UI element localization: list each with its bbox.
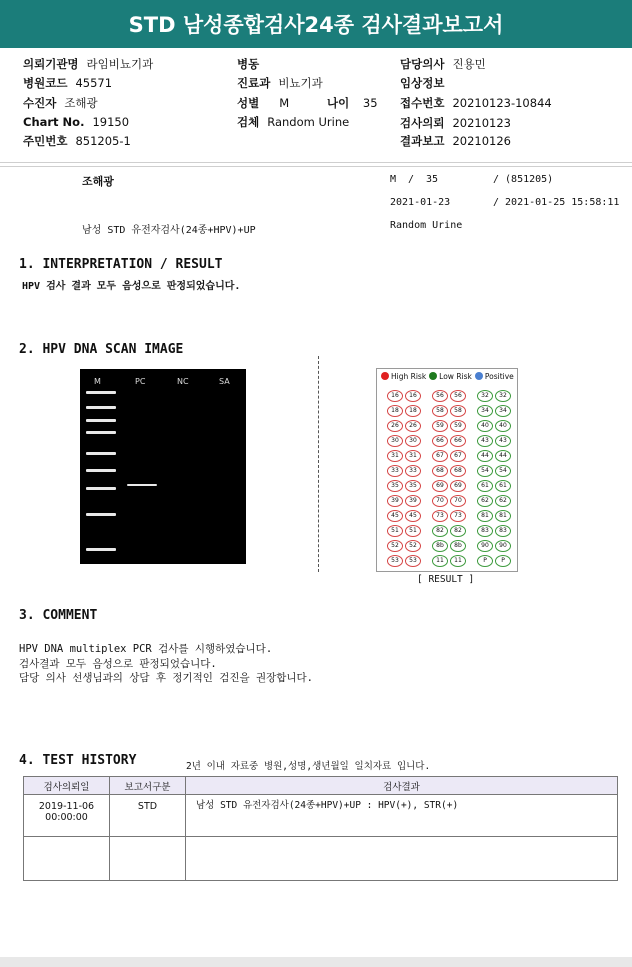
chip-spot: 81 — [495, 510, 511, 522]
section-2-title: 2. HPV DNA SCAN IMAGE — [19, 342, 184, 357]
chip-spot: 59 — [450, 420, 466, 432]
empty-cell — [186, 837, 618, 881]
header-divider-2 — [0, 166, 632, 167]
age-value: 35 — [362, 96, 378, 110]
report-title: STD 남성종합검사24종 검사결과보고서 — [0, 0, 632, 48]
row-date: 2019-11-06 — [38, 801, 95, 812]
info-row — [23, 95, 98, 111]
info-row — [237, 75, 323, 91]
marker-band — [86, 548, 116, 551]
info-label: 성별 — [237, 96, 260, 110]
info-label: 의뢰기관명 — [23, 57, 79, 71]
info-label: 결과보고 — [400, 134, 445, 148]
interpretation-text: HPV 검사 결과 모두 음성으로 판정되었습니다. — [22, 281, 241, 292]
chip-spot: 73 — [432, 510, 448, 522]
image-divider — [318, 356, 319, 572]
header-request-date: 검사의뢰일 — [24, 777, 110, 795]
header-report-type: 보고서구분 — [110, 777, 186, 795]
info-label: Chart No. — [23, 115, 85, 129]
patient-name: 조해광 — [82, 175, 114, 188]
chip-spot: 54 — [495, 465, 511, 477]
chip-spot: 45 — [405, 510, 421, 522]
chip-spot: 68 — [450, 465, 466, 477]
info-row — [23, 56, 153, 72]
chip-spot: 33 — [405, 465, 421, 477]
info-label: 담당의사 — [400, 57, 445, 71]
chip-spot: 39 — [405, 495, 421, 507]
chip-spot: 67 — [432, 450, 448, 462]
chip-spot: 34 — [477, 405, 493, 417]
chip-spot: 61 — [495, 480, 511, 492]
empty-cell — [110, 837, 186, 881]
chip-spot: 70 — [450, 495, 466, 507]
legend-item — [381, 372, 426, 381]
info-value: 20210123 — [452, 116, 511, 130]
info-value: 조해광 — [64, 96, 98, 110]
chip-spot: 90 — [495, 540, 511, 552]
chip-spot: 45 — [387, 510, 403, 522]
chip-spot: 35 — [387, 480, 403, 492]
chip-spot: 26 — [405, 420, 421, 432]
row-type: STD — [110, 795, 186, 837]
info-value: 20210126 — [452, 134, 511, 148]
chip-spot: 51 — [405, 525, 421, 537]
chip-spot: 56 — [450, 390, 466, 402]
info-label: 수진자 — [23, 96, 57, 110]
specimen-type: Random Urine — [390, 220, 463, 231]
chip-spot: 53 — [387, 555, 403, 567]
legend-item — [429, 372, 472, 381]
chip-spot: 30 — [387, 435, 403, 447]
history-table — [23, 776, 618, 881]
legend-item — [475, 372, 514, 381]
age-field — [327, 95, 378, 111]
info-value: 라임비뇨기과 — [86, 57, 154, 71]
legend-label: Positive — [484, 372, 514, 381]
legend-dot-icon — [429, 372, 437, 380]
chip-spot: 35 — [405, 480, 421, 492]
chip-spot: 73 — [450, 510, 466, 522]
chip-spot: 11 — [450, 555, 466, 567]
chip-spot: 66 — [432, 435, 448, 447]
info-label: 임상정보 — [400, 76, 445, 90]
chip-spot: 8b — [432, 540, 448, 552]
patient-age: 35 — [426, 174, 439, 185]
chip-spot: 54 — [477, 465, 493, 477]
chip-spot: 39 — [387, 495, 403, 507]
info-row — [400, 133, 511, 149]
info-row — [400, 75, 452, 91]
info-value: 비뇨기과 — [278, 76, 323, 90]
chip-spot: 16 — [387, 390, 403, 402]
gel-lane-label: M — [94, 377, 101, 386]
footer-bar — [0, 957, 632, 967]
receipt-date: 2021-01-23 — [390, 197, 451, 208]
pc-band — [127, 484, 157, 486]
info-label: 병동 — [237, 57, 260, 71]
chip-spot: 32 — [495, 390, 511, 402]
chip-spot: 68 — [432, 465, 448, 477]
chip-spot: 70 — [432, 495, 448, 507]
chip-spot: 34 — [495, 405, 511, 417]
chip-caption: [ RESULT ] — [417, 574, 475, 585]
marker-band — [86, 469, 116, 472]
chip-spot: 56 — [432, 390, 448, 402]
info-value: 20210123-10844 — [452, 96, 552, 110]
info-label: 주민번호 — [23, 134, 68, 148]
gel-electrophoresis-image — [80, 369, 246, 564]
chip-spot: 69 — [432, 480, 448, 492]
patient-sep: / — [408, 174, 415, 185]
chip-spot: 66 — [450, 435, 466, 447]
info-value: 851205-1 — [75, 134, 131, 148]
chip-spot: 52 — [405, 540, 421, 552]
chip-spot: 59 — [432, 420, 448, 432]
info-label: 진료과 — [237, 76, 271, 90]
row-result: 남성 STD 유전자검사(24종+HPV)+UP : HPV(+), STR(+) — [186, 795, 618, 837]
chip-spot: P — [495, 555, 511, 567]
legend-label: Low Risk — [439, 372, 472, 381]
info-label: 검사의뢰 — [400, 116, 445, 130]
info-value: M — [279, 96, 290, 110]
info-row — [23, 115, 129, 129]
chip-spot: 81 — [477, 510, 493, 522]
chip-spot: 40 — [495, 420, 511, 432]
chip-spot: 82 — [450, 525, 466, 537]
marker-band — [86, 431, 116, 434]
chip-spot: 18 — [405, 405, 421, 417]
chip-spot: 82 — [432, 525, 448, 537]
chip-spot: 44 — [495, 450, 511, 462]
comment-line: 검사결과 모두 음성으로 판정되었습니다. — [19, 657, 217, 670]
comment-line: 담당 의사 선생님과의 상담 후 정기적인 검진을 권장합니다. — [19, 672, 314, 684]
chip-spot: 26 — [387, 420, 403, 432]
chip-spot: 8b — [450, 540, 466, 552]
history-note: 2년 이내 자료중 병원,성명,생년월일 일치자료 입니다. — [186, 761, 431, 772]
empty-cell — [24, 837, 110, 881]
marker-band — [86, 406, 116, 409]
info-value: Random Urine — [267, 115, 350, 129]
history-header-row — [24, 777, 618, 795]
comment-line: HPV DNA multiplex PCR 검사를 시행하였습니다. — [19, 643, 273, 655]
row-time: 00:00:00 — [45, 812, 88, 823]
chip-spot: 62 — [495, 495, 511, 507]
chip-spot: 31 — [387, 450, 403, 462]
chip-spot: 30 — [405, 435, 421, 447]
section-3-title: 3. COMMENT — [19, 608, 98, 623]
comment-text — [19, 642, 313, 686]
hpv-chip-result — [376, 368, 518, 572]
chip-spot: 69 — [450, 480, 466, 492]
marker-band — [86, 419, 116, 422]
chip-spot: 52 — [387, 540, 403, 552]
section-4-title: 4. TEST HISTORY — [19, 753, 137, 768]
chip-spot: 61 — [477, 480, 493, 492]
report-datetime: / 2021-01-25 15:58:11 — [493, 197, 620, 208]
info-row — [400, 115, 511, 131]
marker-band — [86, 513, 116, 516]
info-value: 45571 — [75, 76, 113, 90]
marker-band — [86, 391, 116, 394]
info-value: 19150 — [92, 115, 130, 129]
section-1-title: 1. INTERPRETATION / RESULT — [19, 257, 223, 272]
chip-spot: 67 — [450, 450, 466, 462]
table-row — [24, 795, 618, 837]
chip-spot: 11 — [432, 555, 448, 567]
info-row — [23, 75, 112, 91]
chip-spot: 90 — [477, 540, 493, 552]
age-label: 나이 — [327, 96, 350, 110]
chip-spot: P — [477, 555, 493, 567]
header-result: 검사결과 — [186, 777, 618, 795]
chip-spot: 51 — [387, 525, 403, 537]
chip-spot: 18 — [387, 405, 403, 417]
chip-spot: 43 — [495, 435, 511, 447]
chip-spot: 83 — [477, 525, 493, 537]
chip-spot: 83 — [495, 525, 511, 537]
chip-spot: 62 — [477, 495, 493, 507]
info-label: 접수번호 — [400, 96, 445, 110]
chip-spot: 31 — [405, 450, 421, 462]
legend-dot-icon — [381, 372, 389, 380]
table-row-empty — [24, 837, 618, 881]
info-value: 진용민 — [452, 57, 486, 71]
info-row — [237, 56, 267, 72]
info-row — [400, 56, 486, 72]
info-row — [400, 95, 552, 111]
header-divider — [0, 162, 632, 163]
patient-birth: / (851205) — [493, 174, 554, 185]
info-row — [237, 95, 289, 111]
chip-spot: 44 — [477, 450, 493, 462]
chip-spot: 43 — [477, 435, 493, 447]
chip-spot: 40 — [477, 420, 493, 432]
legend-label: High Risk — [391, 372, 427, 381]
chip-spot: 53 — [405, 555, 421, 567]
info-label: 병원코드 — [23, 76, 68, 90]
gel-lane-label: NC — [177, 377, 189, 386]
chip-spot: 32 — [477, 390, 493, 402]
row-date-cell — [24, 795, 110, 837]
gel-lane-label: SA — [219, 377, 230, 386]
patient-sex: M — [390, 174, 397, 185]
test-name: 남성 STD 유전자검사(24종+HPV)+UP — [82, 225, 256, 236]
gel-lane-label: PC — [135, 377, 146, 386]
chip-legend — [381, 372, 517, 381]
info-label: 검체 — [237, 115, 260, 129]
chip-spot: 58 — [450, 405, 466, 417]
info-row — [23, 133, 131, 149]
legend-dot-icon — [475, 372, 483, 380]
chip-spot: 16 — [405, 390, 421, 402]
chip-spot: 58 — [432, 405, 448, 417]
marker-band — [86, 487, 116, 490]
info-row — [237, 114, 349, 130]
marker-band — [86, 452, 116, 455]
chip-spot: 33 — [387, 465, 403, 477]
